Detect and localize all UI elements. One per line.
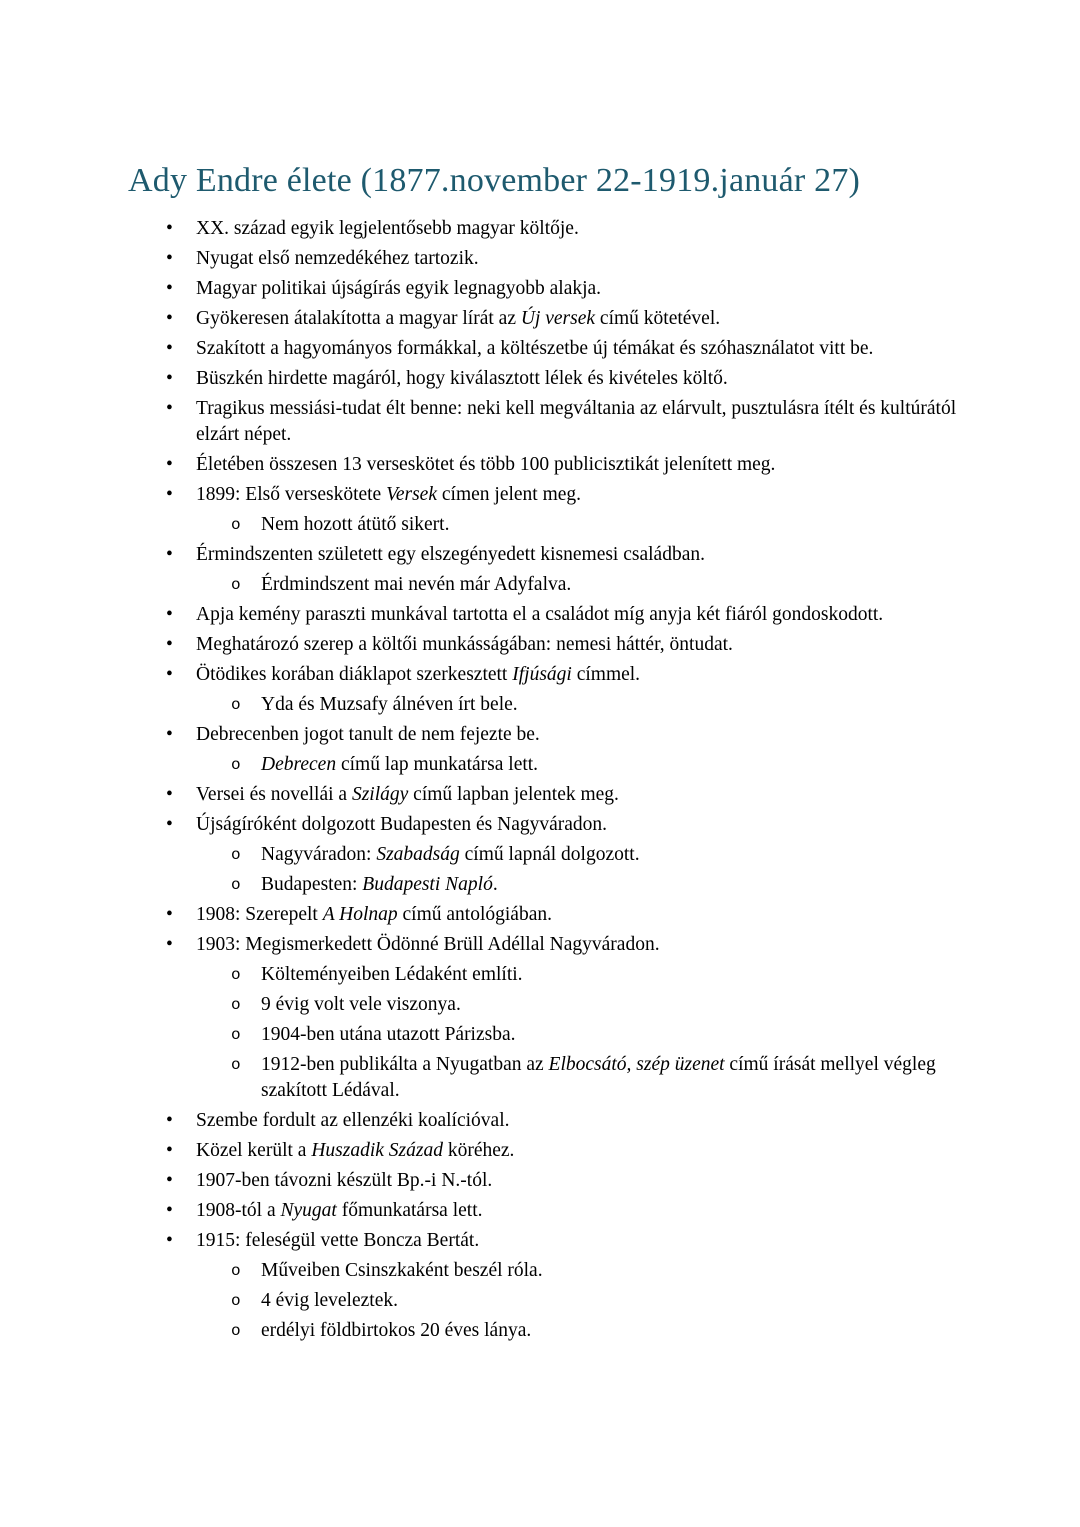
list-item bbox=[231, 842, 960, 868]
list-item bbox=[166, 782, 960, 808]
list-item bbox=[166, 812, 960, 838]
list-item bbox=[166, 336, 960, 362]
disc-bullet-icon: • bbox=[166, 934, 173, 955]
disc-bullet-icon: • bbox=[166, 664, 173, 685]
list-item-text: Érmindszenten született egy elszegényedett kisnemesi családban. bbox=[196, 544, 705, 565]
list-item-text: Meghatározó szerep a költői munkásságában: nemesi háttér, öntudat. bbox=[196, 634, 733, 655]
list-item-text: Debrecenben jogot tanult de nem fejezte be. bbox=[196, 724, 540, 745]
list-item-text: Költeményeiben Lédaként említi. bbox=[261, 964, 523, 985]
list-item bbox=[166, 396, 960, 448]
list-item-text: 4 évig leveleztek. bbox=[261, 1290, 398, 1311]
list-item-text: Közel került a Huszadik Század köréhez. bbox=[196, 1140, 515, 1161]
list-item-text: Apja kemény paraszti munkával tartotta el a családot míg anyja két fiáról gondoskodott. bbox=[196, 604, 884, 625]
circle-bullet-icon: o bbox=[231, 966, 241, 984]
list-item-text: 1915: feleségül vette Boncza Bertát. bbox=[196, 1230, 480, 1251]
list-item-text: Szembe fordult az ellenzéki koalícióval. bbox=[196, 1110, 510, 1131]
disc-bullet-icon: • bbox=[166, 454, 173, 475]
disc-bullet-icon: • bbox=[166, 398, 173, 419]
disc-bullet-icon: • bbox=[166, 904, 173, 925]
list-item bbox=[166, 932, 960, 958]
disc-bullet-icon: • bbox=[166, 1140, 173, 1161]
list-item bbox=[231, 1258, 960, 1284]
list-item bbox=[231, 1022, 960, 1048]
list-item bbox=[166, 602, 960, 628]
list-item bbox=[231, 962, 960, 988]
bullet-list bbox=[128, 216, 960, 1344]
circle-bullet-icon: o bbox=[231, 1026, 241, 1044]
disc-bullet-icon: • bbox=[166, 544, 173, 565]
list-item-text: Nyugat első nemzedékéhez tartozik. bbox=[196, 248, 479, 269]
list-item-text: Magyar politikai újságírás egyik legnagyobb alakja. bbox=[196, 278, 602, 299]
disc-bullet-icon: • bbox=[166, 604, 173, 625]
list-item-text: Debrecen című lap munkatársa lett. bbox=[261, 754, 539, 775]
disc-bullet-icon: • bbox=[166, 784, 173, 805]
list-item bbox=[166, 482, 960, 508]
list-item bbox=[166, 276, 960, 302]
disc-bullet-icon: • bbox=[166, 724, 173, 745]
list-item bbox=[166, 662, 960, 688]
list-item bbox=[166, 1138, 960, 1164]
list-item-text: 1904-ben utána utazott Párizsba. bbox=[261, 1024, 516, 1045]
list-item-text: Versei és novellái a Szilágy című lapban jelentek meg. bbox=[196, 784, 619, 805]
list-item bbox=[166, 1108, 960, 1134]
list-item-text: 9 évig volt vele viszonya. bbox=[261, 994, 461, 1015]
list-item-text: 1908: Szerepelt A Holnap című antológiában. bbox=[196, 904, 552, 925]
list-item-text: 1907-ben távozni készült Bp.-i N.-tól. bbox=[196, 1170, 493, 1191]
list-item-text: Gyökeresen átalakította a magyar lírát az Új versek című kötetével. bbox=[196, 308, 721, 329]
circle-bullet-icon: o bbox=[231, 516, 241, 534]
page-title: Ady Endre élete (1877.november 22-1919.január 27) bbox=[128, 162, 861, 199]
list-item-text: Ötödikes korában diáklapot szerkesztett Ifjúsági címmel. bbox=[196, 664, 641, 685]
list-item bbox=[231, 572, 960, 598]
list-item bbox=[166, 902, 960, 928]
list-item bbox=[231, 752, 960, 778]
list-item-text: Budapesten: Budapesti Napló. bbox=[261, 874, 498, 895]
list-item bbox=[166, 216, 960, 242]
list-item bbox=[231, 992, 960, 1018]
circle-bullet-icon: o bbox=[231, 1262, 241, 1280]
list-item bbox=[166, 366, 960, 392]
list-item-text: 1912-ben publikálta a Nyugatban az Elbocsátó, szép üzenet című írását mellyel végleg szakított Lédával. bbox=[261, 1054, 936, 1101]
list-item bbox=[231, 872, 960, 898]
list-item bbox=[166, 306, 960, 332]
disc-bullet-icon: • bbox=[166, 1170, 173, 1191]
list-item bbox=[166, 1228, 960, 1254]
list-item bbox=[231, 1288, 960, 1314]
circle-bullet-icon: o bbox=[231, 756, 241, 774]
list-item bbox=[166, 632, 960, 658]
disc-bullet-icon: • bbox=[166, 338, 173, 359]
circle-bullet-icon: o bbox=[231, 846, 241, 864]
disc-bullet-icon: • bbox=[166, 278, 173, 299]
disc-bullet-icon: • bbox=[166, 814, 173, 835]
list-item bbox=[166, 246, 960, 272]
list-item-text: Műveiben Csinszkaként beszél róla. bbox=[261, 1260, 543, 1281]
list-item bbox=[231, 1052, 960, 1104]
list-item-text: XX. század egyik legjelentősebb magyar költője. bbox=[196, 218, 579, 239]
list-item-text: 1899: Első verseskötete Versek címen jelent meg. bbox=[196, 484, 582, 505]
disc-bullet-icon: • bbox=[166, 1230, 173, 1251]
circle-bullet-icon: o bbox=[231, 1056, 241, 1074]
list-item bbox=[231, 1318, 960, 1344]
list-item-text: Yda és Muzsafy álnéven írt bele. bbox=[261, 694, 518, 715]
list-item bbox=[231, 692, 960, 718]
list-item-text: 1903: Megismerkedett Ödönné Brüll Adéllal Nagyváradon. bbox=[196, 934, 660, 955]
list-item bbox=[166, 722, 960, 748]
circle-bullet-icon: o bbox=[231, 576, 241, 594]
disc-bullet-icon: • bbox=[166, 308, 173, 329]
circle-bullet-icon: o bbox=[231, 1292, 241, 1310]
list-item bbox=[166, 452, 960, 478]
list-item-text: Újságíróként dolgozott Budapesten és Nagyváradon. bbox=[196, 814, 608, 835]
list-item-text: Életében összesen 13 verseskötet és több 100 publicisztikát jelenített meg. bbox=[196, 454, 776, 475]
disc-bullet-icon: • bbox=[166, 218, 173, 239]
disc-bullet-icon: • bbox=[166, 1200, 173, 1221]
circle-bullet-icon: o bbox=[231, 696, 241, 714]
list-item-text: 1908-tól a Nyugat főmunkatársa lett. bbox=[196, 1200, 483, 1221]
list-item bbox=[166, 542, 960, 568]
list-item-text: Büszkén hirdette magáról, hogy kiválasztott lélek és kivételes költő. bbox=[196, 368, 728, 389]
list-item-text: Nem hozott átütő sikert. bbox=[261, 514, 450, 535]
list-item bbox=[166, 1198, 960, 1224]
list-item bbox=[166, 1168, 960, 1194]
list-item-text: Nagyváradon: Szabadság című lapnál dolgozott. bbox=[261, 844, 640, 865]
disc-bullet-icon: • bbox=[166, 1110, 173, 1131]
circle-bullet-icon: o bbox=[231, 876, 241, 894]
list-item-text: Tragikus messiási-tudat élt benne: neki kell megváltania az elárvult, pusztulásra ítélt és kultúrától elzárt népet. bbox=[196, 398, 957, 445]
list-item-text: Szakított a hagyományos formákkal, a költészetbe új témákat és szóhasználatot vitt be. bbox=[196, 338, 874, 359]
disc-bullet-icon: • bbox=[166, 368, 173, 389]
disc-bullet-icon: • bbox=[166, 484, 173, 505]
disc-bullet-icon: • bbox=[166, 248, 173, 269]
disc-bullet-icon: • bbox=[166, 634, 173, 655]
list-item-text: erdélyi földbirtokos 20 éves lánya. bbox=[261, 1320, 532, 1341]
list-item-text: Érdmindszent mai nevén már Adyfalva. bbox=[261, 574, 572, 595]
circle-bullet-icon: o bbox=[231, 996, 241, 1014]
circle-bullet-icon: o bbox=[231, 1322, 241, 1340]
list-item bbox=[231, 512, 960, 538]
